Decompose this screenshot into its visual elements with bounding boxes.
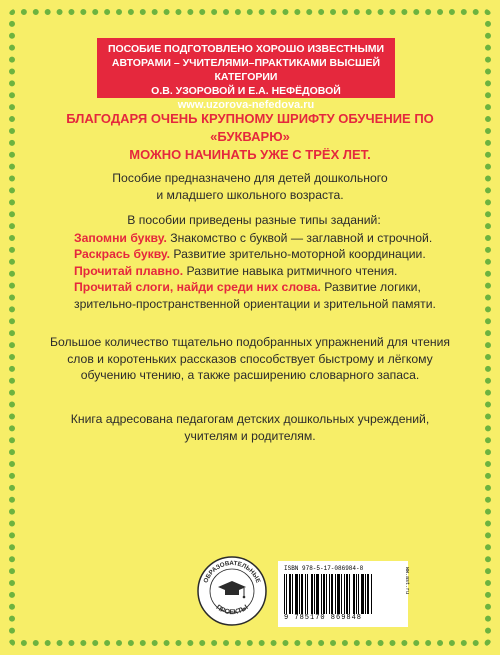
task-text: Развитие логики, зрительно-пространственной ориентации и зрительной памяти. [74, 280, 436, 311]
task-item [74, 263, 474, 280]
headline [40, 110, 460, 164]
intro-line-1: Пособие предназначено для детей дошкольного [112, 171, 388, 185]
task-title: Прочитай слоги, найди среди них слова. [74, 280, 321, 294]
task-title: Раскрась букву. [74, 247, 171, 261]
banner-line-2: АВТОРАМИ – УЧИТЕЛЯМИ–ПРАКТИКАМИ ВЫСШЕЙ КАТЕГОРИИ [111, 57, 381, 83]
task-item [74, 279, 454, 312]
graduation-cap-icon [196, 555, 268, 627]
barcode-bars [284, 574, 402, 614]
headline-line-1: БЛАГОДАРЯ ОЧЕНЬ КРУПНОМУ ШРИФТУ ОБУЧЕНИЕ ПО «БУКВАРЮ» [66, 111, 434, 144]
authors-banner [97, 38, 395, 111]
description-line-3: обучению чтению, а также расширению словарного запаса. [80, 368, 420, 382]
banner-line-3: О.В. УЗОРОВОЙ И Е.А. НЕФЁДОВОЙ [151, 85, 341, 97]
authors-website-link[interactable]: www.uzorova-nefedova.ru [177, 99, 315, 111]
logo-bottom-text: ПРОЕКТЫ [214, 603, 250, 617]
publisher-block [196, 555, 408, 627]
banner-line-1: ПОСОБИЕ ПОДГОТОВЛЕНО ХОРОШО ИЗВЕСТНЫМИ [107, 43, 385, 55]
description-line-2: слов и коротеньких рассказов способствует быстрому и лёгкому [67, 351, 433, 366]
audience-line-2: учителям и родителям. [184, 428, 316, 443]
description-line-1: Большое количество тщательно подобранных упражнений для чтения [50, 335, 450, 349]
task-item [74, 246, 474, 263]
description-paragraph [40, 334, 460, 384]
intro-paragraph [40, 170, 460, 203]
task-title: Прочитай плавно. [74, 263, 184, 278]
barcode-number: 9 785170 869848 [284, 614, 363, 622]
audience-line-1: Книга адресована педагогам детских дошкольных учреждений, [70, 412, 430, 426]
tasks-list [74, 212, 474, 312]
isbn-text: ISBN 978-5-17-086984-8 [284, 565, 364, 572]
audience-paragraph [40, 411, 460, 444]
barcode [278, 561, 408, 627]
task-item [74, 230, 474, 247]
task-text: Развитие зрительно-моторной координации. [170, 247, 426, 261]
task-text: Развитие навыка ритмичного чтения. [183, 263, 398, 278]
logo-top-text: ОБРАЗОВАТЕЛЬНЫЕ [202, 559, 262, 585]
barcode-side-code: ww.ast.ru [404, 567, 410, 595]
tasks-intro: В пособии приведены разные типы заданий: [127, 213, 381, 227]
headline-line-2: МОЖНО НАЧИНАТЬ УЖЕ С ТРЁХ ЛЕТ. [129, 147, 371, 162]
intro-line-2: и младшего школьного возраста. [156, 187, 344, 202]
task-text: Знакомство с буквой — заглавной и строчной. [166, 230, 433, 245]
task-title: Запомни букву. [74, 230, 167, 245]
